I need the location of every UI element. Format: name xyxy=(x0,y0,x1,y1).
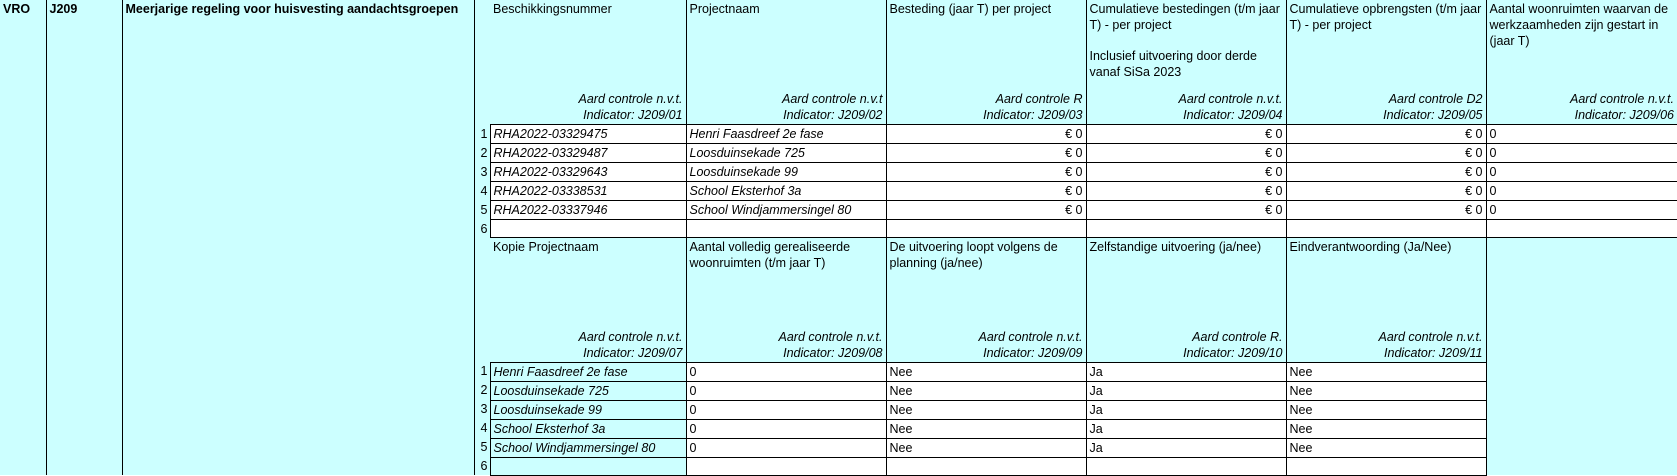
row-number: 1 xyxy=(474,362,490,381)
cum-opbrengsten-cell[interactable] xyxy=(1286,220,1486,238)
col-meta xyxy=(686,328,886,363)
kopie-projectnaam-cell: Loosduinsekade 725 xyxy=(490,381,686,400)
aantal-gerealiseerd-cell[interactable]: 0 xyxy=(686,362,886,381)
col-header-zelfstandig: Zelfstandige uitvoering (ja/nee) xyxy=(1086,238,1286,328)
col-meta xyxy=(686,90,886,125)
col-meta xyxy=(1086,90,1286,125)
title-cell xyxy=(122,0,474,475)
planning-cell[interactable]: Nee xyxy=(886,438,1086,457)
kopie-projectnaam-cell: School Windjammersingel 80 xyxy=(490,438,686,457)
beschikkingsnummer-cell[interactable]: RHA2022-03329643 xyxy=(490,163,686,182)
aantal-woonruimten-cell[interactable]: 0 xyxy=(1486,144,1677,163)
control-label: Aard controle n.v.t. xyxy=(1178,92,1283,106)
col-header-projectnaam: Projectnaam xyxy=(686,0,886,90)
beschikkingsnummer-cell[interactable] xyxy=(490,220,686,238)
cum-bestedingen-cell[interactable]: € 0 xyxy=(1086,182,1286,201)
besteding-cell[interactable]: € 0 xyxy=(886,182,1086,201)
aantal-gerealiseerd-cell[interactable]: 0 xyxy=(686,381,886,400)
col-header-beschikkingsnummer: Beschikkingsnummer xyxy=(490,0,686,90)
cum-bestedingen-cell[interactable]: € 0 xyxy=(1086,163,1286,182)
eindverantwoording-cell[interactable] xyxy=(1286,457,1486,475)
control-label: Aard controle n.v.t. xyxy=(1378,329,1483,344)
zelfstandig-cell[interactable] xyxy=(1086,457,1286,475)
col-meta xyxy=(1086,328,1286,363)
control-label: Aard controle n.v.t. xyxy=(578,92,683,106)
row-number: 4 xyxy=(474,419,490,438)
row-number: 2 xyxy=(474,381,490,400)
empty-filler xyxy=(1486,238,1677,476)
control-label: Aard controle D2 xyxy=(1388,92,1483,106)
zelfstandig-cell[interactable]: Ja xyxy=(1086,381,1286,400)
indicator-label: Indicator: J209/07 xyxy=(583,345,683,360)
projectnaam-cell[interactable]: Loosduinsekade 725 xyxy=(686,144,886,163)
indicator-label: Indicator: J209/06 xyxy=(1574,108,1674,122)
indicator-label: Indicator: J209/05 xyxy=(1383,108,1483,122)
aantal-gerealiseerd-cell[interactable] xyxy=(686,457,886,475)
projectnaam-cell[interactable]: Loosduinsekade 99 xyxy=(686,163,886,182)
control-label: Aard controle n.v.t. xyxy=(778,329,883,344)
row-number: 4 xyxy=(474,182,490,201)
regulation-title: Meerjarige regeling voor huisvesting aandachtsgroepen xyxy=(125,2,459,16)
beschikkingsnummer-cell[interactable]: RHA2022-03337946 xyxy=(490,201,686,220)
indicator-label: Indicator: J209/11 xyxy=(1384,345,1483,360)
col-header-eindverantwoording: Eindverantwoording (Ja/Nee) xyxy=(1286,238,1486,328)
cum-opbrengsten-cell[interactable]: € 0 xyxy=(1286,125,1486,144)
col-header-planning: De uitvoering loopt volgens de planning (ja/nee) xyxy=(886,238,1086,328)
code-cell xyxy=(46,0,122,475)
row-number: 3 xyxy=(474,400,490,419)
spacer-cell xyxy=(474,238,490,328)
cum-opbrengsten-cell[interactable]: € 0 xyxy=(1286,201,1486,220)
eindverantwoording-cell[interactable]: Nee xyxy=(1286,400,1486,419)
row-number: 6 xyxy=(474,220,490,238)
department-label: VRO xyxy=(3,2,31,16)
projectnaam-cell[interactable]: School Eksterhof 3a xyxy=(686,182,886,201)
cum-bestedingen-note: Inclusief uitvoering door derde vanaf SiSa 2023 xyxy=(1089,49,1257,79)
col-header-kopie-projectnaam: Kopie Projectnaam xyxy=(490,238,686,328)
control-label: Aard controle n.v.t xyxy=(781,92,883,106)
indicator-label: Indicator: J209/03 xyxy=(983,108,1083,122)
eindverantwoording-cell[interactable]: Nee xyxy=(1286,381,1486,400)
indicator-label: Indicator: J209/01 xyxy=(583,108,683,122)
indicator-label: Indicator: J209/04 xyxy=(1183,108,1283,122)
cum-bestedingen-cell[interactable]: € 0 xyxy=(1086,125,1286,144)
col-header-cum-bestedingen xyxy=(1086,0,1286,90)
col-meta xyxy=(886,328,1086,363)
zelfstandig-cell[interactable]: Ja xyxy=(1086,419,1286,438)
kopie-projectnaam-cell: Henri Faasdreef 2e fase xyxy=(490,362,686,381)
spacer-cell xyxy=(474,328,490,363)
control-label: Aard controle R. xyxy=(1192,329,1283,344)
eindverantwoording-cell[interactable]: Nee xyxy=(1286,438,1486,457)
planning-cell[interactable]: Nee xyxy=(886,400,1086,419)
cum-opbrengsten-cell[interactable]: € 0 xyxy=(1286,163,1486,182)
control-label: Aard controle n.v.t. xyxy=(978,329,1083,344)
row-number: 1 xyxy=(474,125,490,144)
eindverantwoording-cell[interactable]: Nee xyxy=(1286,362,1486,381)
col-meta xyxy=(1286,328,1486,363)
projectnaam-cell[interactable]: Henri Faasdreef 2e fase xyxy=(686,125,886,144)
beschikkingsnummer-cell[interactable]: RHA2022-03338531 xyxy=(490,182,686,201)
besteding-cell[interactable]: € 0 xyxy=(886,201,1086,220)
aantal-woonruimten-cell[interactable]: 0 xyxy=(1486,125,1677,144)
besteding-cell[interactable]: € 0 xyxy=(886,163,1086,182)
spacer-cell xyxy=(474,0,490,90)
cum-bestedingen-cell[interactable]: € 0 xyxy=(1086,144,1286,163)
col-meta xyxy=(1286,90,1486,125)
zelfstandig-cell[interactable]: Ja xyxy=(1086,400,1286,419)
aantal-woonruimten-cell[interactable]: 0 xyxy=(1486,201,1677,220)
regulation-code: J209 xyxy=(49,2,78,16)
zelfstandig-cell[interactable]: Ja xyxy=(1086,362,1286,381)
planning-cell[interactable]: Nee xyxy=(886,419,1086,438)
control-label: Aard controle n.v.t. xyxy=(578,329,683,344)
col-meta xyxy=(490,328,686,363)
indicator-label: Indicator: J209/09 xyxy=(983,345,1083,360)
aantal-gerealiseerd-cell[interactable]: 0 xyxy=(686,419,886,438)
zelfstandig-cell[interactable]: Ja xyxy=(1086,438,1286,457)
cum-opbrengsten-cell[interactable]: € 0 xyxy=(1286,182,1486,201)
planning-cell[interactable] xyxy=(886,457,1086,475)
indicator-label: Indicator: J209/08 xyxy=(783,345,883,360)
cum-opbrengsten-cell[interactable]: € 0 xyxy=(1286,144,1486,163)
department-cell xyxy=(0,0,46,475)
besteding-cell[interactable]: € 0 xyxy=(886,144,1086,163)
projectnaam-cell[interactable]: School Windjammersingel 80 xyxy=(686,201,886,220)
planning-cell[interactable]: Nee xyxy=(886,381,1086,400)
kopie-projectnaam-cell xyxy=(490,457,686,475)
aantal-woonruimten-cell[interactable]: 0 xyxy=(1486,163,1677,182)
besteding-cell[interactable]: € 0 xyxy=(886,125,1086,144)
indicator-label: Indicator: J209/02 xyxy=(783,108,883,122)
besteding-cell[interactable] xyxy=(886,220,1086,238)
projectnaam-cell[interactable] xyxy=(686,220,886,238)
cum-bestedingen-title: Cumulatieve bestedingen (t/m jaar T) - per project xyxy=(1089,2,1280,32)
col-meta xyxy=(490,90,686,125)
col-header-cum-opbrengsten: Cumulatieve opbrengsten (t/m jaar T) - per project xyxy=(1286,0,1486,90)
col-meta xyxy=(1486,90,1677,125)
col-header-besteding: Besteding (jaar T) per project xyxy=(886,0,1086,90)
beschikkingsnummer-cell[interactable]: RHA2022-03329487 xyxy=(490,144,686,163)
control-label: Aard controle n.v.t. xyxy=(1570,92,1674,106)
row-number: 6 xyxy=(474,457,490,475)
row-number: 5 xyxy=(474,438,490,457)
indicator-label: Indicator: J209/10 xyxy=(1183,345,1283,360)
spacer-cell xyxy=(474,90,490,125)
row-number: 5 xyxy=(474,201,490,220)
row-number: 2 xyxy=(474,144,490,163)
planning-cell[interactable]: Nee xyxy=(886,362,1086,381)
control-label: Aard controle R xyxy=(995,92,1083,106)
col-header-aantal-woonruimten: Aantal woonruimten waarvan de werkzaamheden zijn gestart in (jaar T) xyxy=(1486,0,1677,90)
cum-bestedingen-cell[interactable] xyxy=(1086,220,1286,238)
eindverantwoording-cell[interactable]: Nee xyxy=(1286,419,1486,438)
aantal-gerealiseerd-cell[interactable]: 0 xyxy=(686,438,886,457)
col-meta xyxy=(886,90,1086,125)
aantal-woonruimten-cell[interactable]: 0 xyxy=(1486,182,1677,201)
kopie-projectnaam-cell: School Eksterhof 3a xyxy=(490,419,686,438)
row-number: 3 xyxy=(474,163,490,182)
col-header-aantal-gerealiseerd: Aantal volledig gerealiseerde woonruimten (t/m jaar T) xyxy=(686,238,886,328)
aantal-woonruimten-cell[interactable] xyxy=(1486,220,1677,238)
aantal-gerealiseerd-cell[interactable]: 0 xyxy=(686,400,886,419)
cum-bestedingen-cell[interactable]: € 0 xyxy=(1086,201,1286,220)
kopie-projectnaam-cell: Loosduinsekade 99 xyxy=(490,400,686,419)
beschikkingsnummer-cell[interactable]: RHA2022-03329475 xyxy=(490,125,686,144)
